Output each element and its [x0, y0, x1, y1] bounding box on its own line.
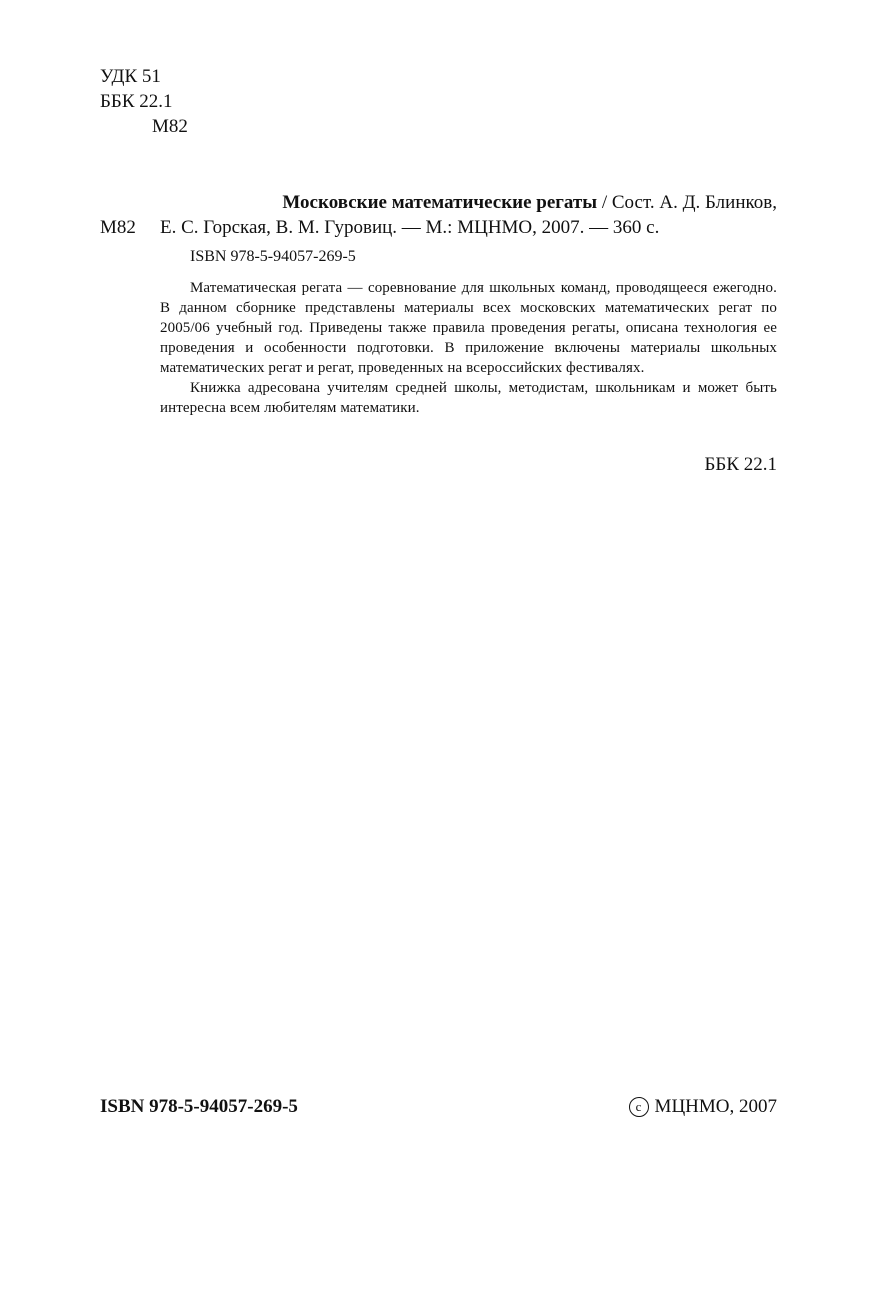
compilers-start: / Сост. А. Д. Блинков,	[597, 192, 777, 213]
annotation	[160, 278, 777, 418]
bibliographic-record	[160, 190, 777, 240]
margin-author-sign: М82	[100, 217, 136, 238]
authors-publisher-line: Е. С. Горская, В. М. Гуровиц. — М.: МЦНМО, 2007. — 360 с.	[160, 217, 660, 238]
copyright	[629, 1094, 777, 1119]
annotation-paragraph: Математическая регата — соревнование для школьных команд, проводящееся ежегодно. В данном сборнике представлены материалы всех московских математических регат по 2005/06 учебный год. Приведены также правила проведения регаты, описана технология ее проведения и особенности подготовки. В приложение включены материалы школьных математических регат и регат, проведенных на всероссийских фестивалях.	[160, 280, 777, 376]
isbn-record: ISBN 978-5-94057-269-5	[190, 248, 356, 265]
copyright-text: МЦНМО, 2007	[654, 1096, 777, 1117]
annotation-paragraph: Книжка адресована учителям средней школы, методистам, школьникам и может быть интересна всем любителям математики.	[160, 380, 777, 416]
udk-code: УДК 51	[100, 66, 161, 87]
title-line	[160, 190, 777, 215]
copyright-icon: c	[629, 1097, 649, 1117]
bbk-code: ББК 22.1	[100, 91, 173, 112]
isbn-footer: ISBN 978-5-94057-269-5	[100, 1096, 298, 1117]
bbk-code-right: ББК 22.1	[704, 454, 777, 475]
author-sign: М82	[152, 116, 188, 137]
book-title: Московские математические регаты	[282, 192, 598, 213]
